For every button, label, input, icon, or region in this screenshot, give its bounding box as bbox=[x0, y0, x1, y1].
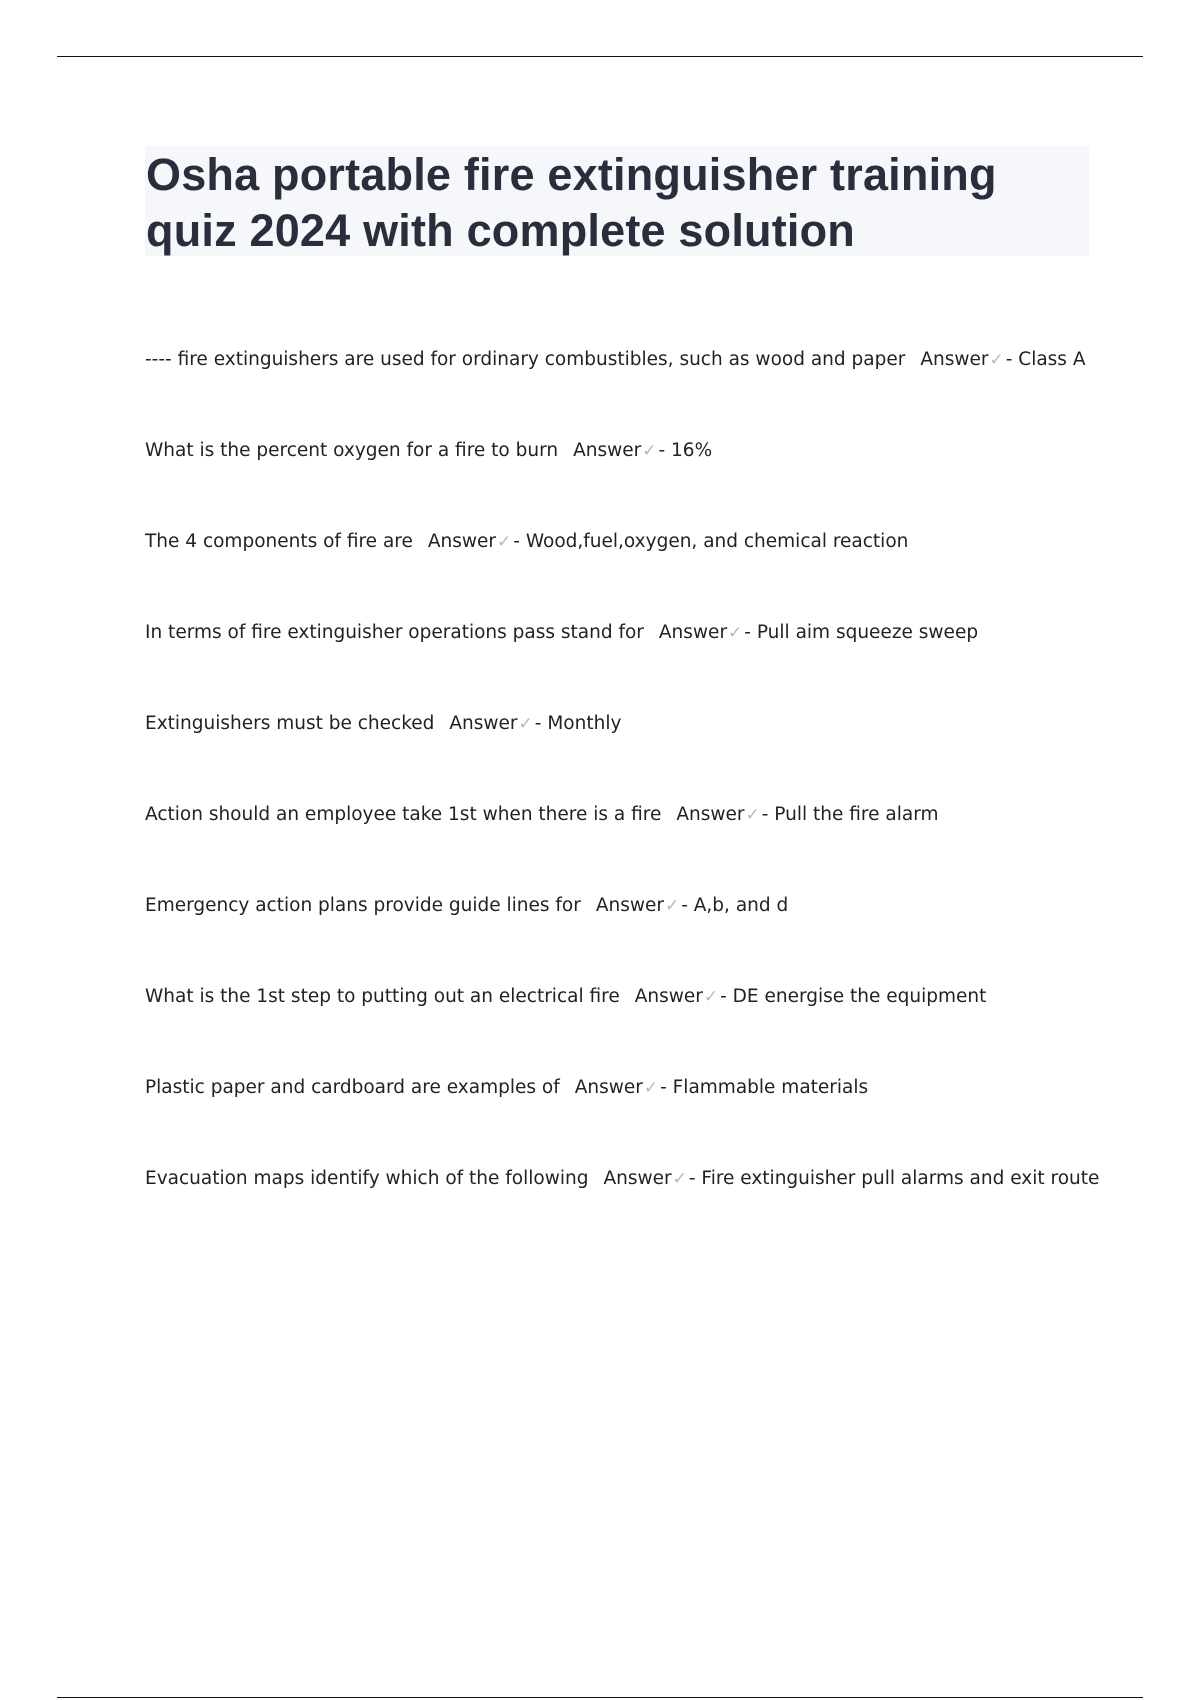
check-mark-icon: ✓ bbox=[672, 1169, 687, 1189]
question-text: The 4 components of fire are bbox=[145, 531, 413, 552]
answer-text: - A,b, and d bbox=[681, 895, 789, 916]
qa-item bbox=[145, 712, 621, 736]
answer-label: Answer bbox=[574, 1077, 643, 1098]
qa-item bbox=[145, 1167, 1099, 1191]
check-mark-icon: ✓ bbox=[664, 896, 680, 916]
check-mark-icon: ✓ bbox=[728, 623, 743, 643]
check-mark-icon: ✓ bbox=[745, 805, 760, 825]
answer-label: Answer bbox=[676, 804, 745, 825]
qa-item bbox=[145, 530, 908, 554]
answer-label: Answer bbox=[595, 895, 664, 916]
question-text: Action should an employee take 1st when there is a fire bbox=[145, 804, 662, 825]
answer-label: Answer bbox=[634, 986, 703, 1007]
question-text: Extinguishers must be checked bbox=[145, 713, 435, 734]
qa-item bbox=[145, 985, 986, 1009]
bottom-divider bbox=[57, 1697, 1143, 1698]
answer-label: Answer bbox=[573, 440, 642, 461]
question-text: In terms of fire extinguisher operations pass stand for bbox=[145, 622, 644, 643]
top-divider bbox=[57, 56, 1143, 57]
answer-label: Answer bbox=[920, 349, 989, 370]
qa-item bbox=[145, 1076, 868, 1100]
answer-text: - Monthly bbox=[534, 713, 622, 734]
answer-text: - DE energise the equipment bbox=[720, 986, 987, 1007]
check-mark-icon: ✓ bbox=[518, 714, 533, 734]
answer-label: Answer bbox=[427, 531, 497, 552]
check-mark-icon: ✓ bbox=[497, 532, 512, 552]
question-text: What is the percent oxygen for a fire to burn bbox=[145, 440, 559, 461]
answer-text: - Pull aim squeeze sweep bbox=[744, 622, 979, 643]
answer-label: Answer bbox=[658, 622, 728, 643]
answer-label: Answer bbox=[603, 1168, 672, 1189]
qa-item bbox=[145, 439, 712, 463]
check-mark-icon: ✓ bbox=[642, 441, 657, 461]
question-text: Plastic paper and cardboard are examples of bbox=[145, 1077, 560, 1098]
qa-item bbox=[145, 803, 939, 827]
answer-text: - Class A bbox=[1005, 349, 1086, 370]
answer-text: - Fire extinguisher pull alarms and exit route bbox=[688, 1168, 1100, 1189]
check-mark-icon: ✓ bbox=[703, 987, 719, 1007]
qa-item bbox=[145, 348, 1085, 372]
document-title: Osha portable fire extinguisher training quiz 2024 with complete solution bbox=[146, 149, 997, 256]
question-text: Evacuation maps identify which of the following bbox=[145, 1168, 589, 1189]
answer-label: Answer bbox=[449, 713, 518, 734]
answer-text: - Pull the fire alarm bbox=[761, 804, 939, 825]
question-text: What is the 1st step to putting out an electrical fire bbox=[145, 986, 620, 1007]
answer-text: - Flammable materials bbox=[660, 1077, 869, 1098]
answer-text: - 16% bbox=[658, 440, 713, 461]
qa-item bbox=[145, 894, 788, 918]
answer-text: - Wood,fuel,oxygen, and chemical reaction bbox=[513, 531, 909, 552]
check-mark-icon: ✓ bbox=[643, 1078, 659, 1098]
question-text: Emergency action plans provide guide lines for bbox=[145, 895, 581, 916]
qa-item bbox=[145, 621, 978, 645]
question-text: ---- fire extinguishers are used for ordinary combustibles, such as wood and paper bbox=[145, 349, 906, 370]
check-mark-icon: ✓ bbox=[989, 350, 1004, 370]
